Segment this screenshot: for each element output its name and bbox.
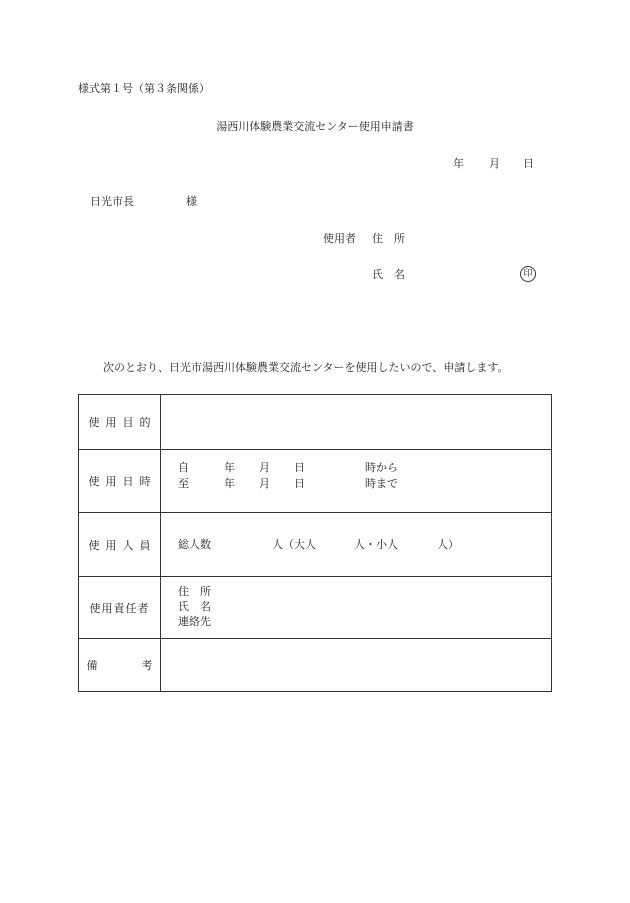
responsible-address-label: 住 所 — [178, 585, 211, 598]
document-title: 湯西川体験農業交流センター使用申請書 — [216, 120, 414, 133]
date-year-label: 年 — [453, 157, 464, 170]
attendees-total-label: 総人数 — [178, 538, 211, 551]
datetime-to-suffix: 時まで — [365, 477, 398, 490]
purpose-label-cell — [79, 395, 161, 449]
remarks-label — [87, 657, 153, 673]
datetime-label-cell — [79, 450, 161, 512]
applicant-role-label: 使用者 — [323, 232, 356, 245]
attendees-close-label: 人） — [437, 538, 459, 551]
datetime-from-month: 月 — [259, 461, 270, 474]
attendees-value-cell[interactable] — [161, 513, 551, 576]
attendees-child-label: 人・小人 — [354, 538, 398, 551]
remarks-label-first: 備 — [86, 659, 98, 672]
responsible-label: 使用責任者 — [89, 601, 150, 615]
applicant-address-label: 住 所 — [372, 232, 405, 245]
addressee-name: 日光市長 — [90, 195, 134, 208]
datetime-row — [79, 450, 551, 513]
datetime-to-month: 月 — [259, 477, 270, 490]
intro-text: 次のとおり、日光市湯西川体験農業交流センターを使用したいので、申請します。 — [103, 361, 509, 374]
responsible-label-cell — [79, 577, 161, 638]
purpose-label: 使用目的 — [88, 416, 157, 429]
date-month-label: 月 — [489, 157, 500, 170]
addressee-honorific: 様 — [186, 195, 197, 208]
datetime-label: 使用日時 — [88, 475, 157, 488]
responsible-value-cell[interactable] — [161, 577, 551, 638]
datetime-to-year: 年 — [224, 477, 235, 490]
attendees-adult-label: 人（大人 — [272, 538, 316, 551]
responsible-row — [79, 577, 551, 639]
applicant-name-label: 氏 名 — [372, 268, 405, 281]
purpose-value-cell[interactable] — [161, 395, 551, 449]
seal-mark: 印 — [520, 266, 536, 282]
form-number-label: 様式第１号（第３条関係） — [78, 82, 210, 95]
purpose-row — [79, 395, 551, 450]
application-table — [78, 394, 552, 692]
remarks-label-cell — [79, 639, 161, 691]
datetime-from-suffix: 時から — [365, 461, 398, 474]
datetime-from-prefix: 自 — [178, 461, 189, 474]
date-day-label: 日 — [523, 157, 534, 170]
datetime-to-day: 日 — [294, 477, 305, 490]
remarks-value-cell[interactable] — [161, 639, 551, 691]
datetime-to-prefix: 至 — [178, 477, 189, 490]
datetime-from-year: 年 — [224, 461, 235, 474]
attendees-label-cell — [79, 513, 161, 576]
attendees-row — [79, 513, 551, 577]
remarks-row — [79, 639, 551, 691]
responsible-contact-label: 連絡先 — [178, 615, 211, 628]
responsible-name-label: 氏 名 — [178, 600, 211, 613]
datetime-from-day: 日 — [294, 461, 305, 474]
datetime-value-cell[interactable] — [161, 450, 551, 512]
remarks-label-second: 考 — [141, 659, 153, 672]
attendees-label: 使用人員 — [88, 538, 157, 552]
